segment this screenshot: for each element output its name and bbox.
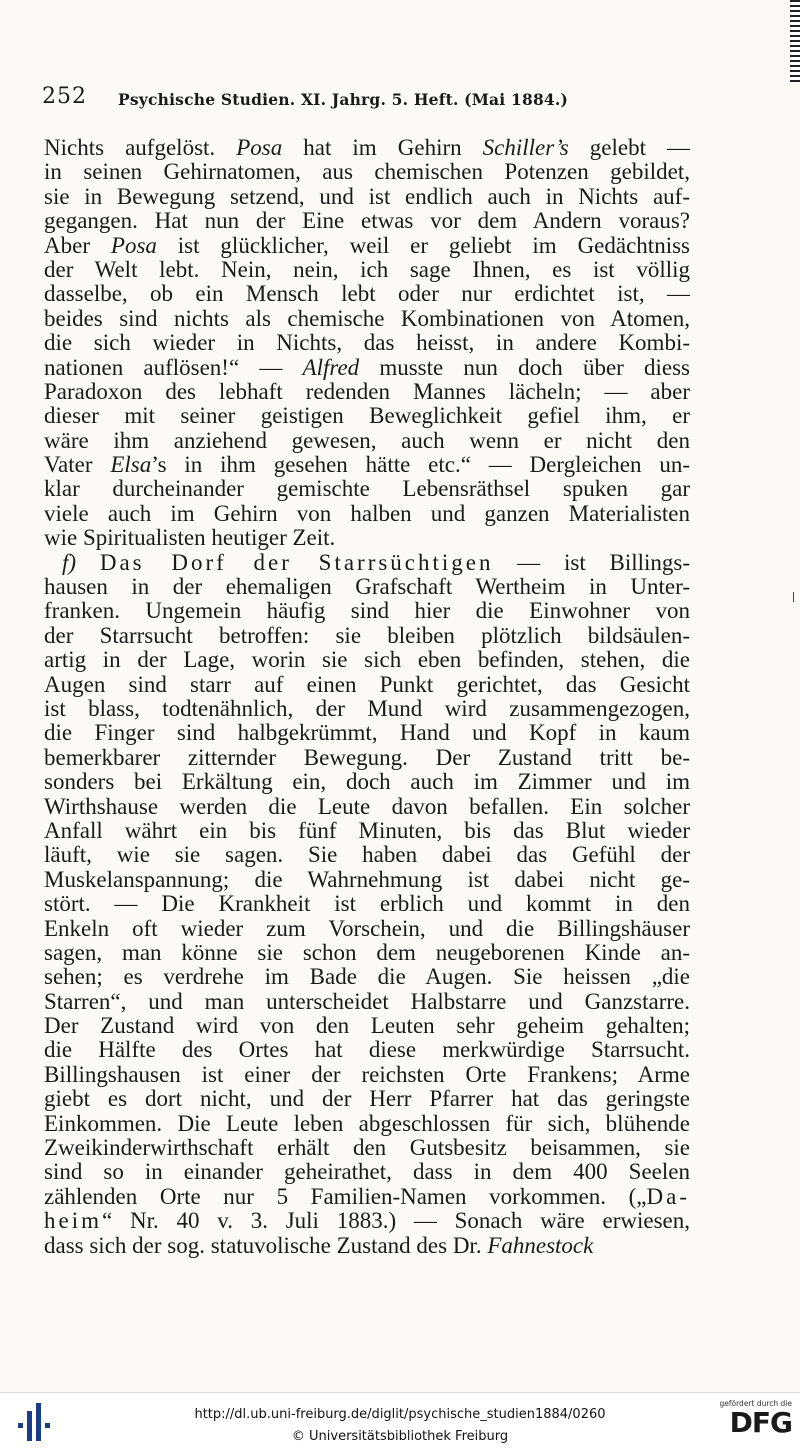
text-line	[44, 1136, 690, 1160]
text-segment: hausen in der ehemaligen Grafschaft Wertheim in Unter-	[44, 574, 690, 600]
text-segment: heim	[44, 1208, 102, 1234]
text-line	[44, 234, 690, 258]
text-line	[44, 599, 690, 623]
text-line	[44, 648, 690, 672]
text-line	[44, 307, 690, 331]
text-segment: Wirthshause werden die Leute davon befallen. Ein solcher	[44, 793, 690, 819]
text-segment: artig in der Lage, worin sie sich eben befinden, stehen, die	[44, 647, 690, 673]
text-segment: “ Nr. 40 v. 3. Juli 1883.) — Sonach wäre erwiesen,	[102, 1208, 690, 1234]
text-segment: in seinen Gehirnatomen, aus chemischen Potenzen gebildet,	[44, 159, 690, 185]
text-segment: sagen, man könne sie schon dem neugeborenen Kinde an-	[44, 939, 690, 965]
text-segment: — ist Billings-	[493, 549, 691, 575]
text-segment: Vater	[44, 452, 111, 478]
text-line	[44, 1087, 690, 1111]
text-line	[44, 1185, 690, 1209]
text-line	[44, 575, 690, 599]
text-segment: stört. — Die Krankheit ist erblich und kommt in den	[44, 891, 690, 917]
text-line	[44, 795, 690, 819]
body-text	[44, 136, 690, 1258]
text-line	[44, 1063, 690, 1087]
text-line	[44, 770, 690, 794]
text-line	[44, 965, 690, 989]
page-edge-tick	[793, 592, 794, 602]
text-line	[44, 1112, 690, 1136]
text-segment: musste nun doch über diess	[359, 354, 691, 380]
sponsor-tagline: gefördert durch die	[719, 1399, 792, 1408]
text-segment: giebt es dort nicht, und der Herr Pfarrer hat das geringste	[44, 1086, 690, 1112]
text-line	[44, 502, 690, 526]
text-line	[44, 1209, 690, 1233]
text-line	[44, 746, 690, 770]
text-line	[44, 819, 690, 843]
text-segment: Enkeln oft wieder zum Vorschein, und die Billingshäuser	[44, 915, 690, 941]
text-segment: Posa	[236, 135, 283, 160]
text-segment: Der Zustand wird von den Leuten sehr geheim gehalten;	[44, 1013, 690, 1039]
text-segment: gegangen. Hat nun der Eine etwas vor dem Andern voraus?	[44, 208, 690, 234]
text-line	[44, 917, 690, 941]
text-segment: Paradoxon des lebhaft redenden Mannes lächeln; — aber	[44, 378, 690, 404]
text-segment: Aber	[44, 232, 111, 258]
text-line	[44, 453, 690, 477]
text-segment: Fahnestock	[487, 1232, 594, 1258]
text-segment: Das Dorf der Starrsüchtigen	[99, 549, 494, 575]
text-segment: dass sich der sog. statuvolische Zustand des Dr.	[44, 1232, 488, 1258]
text-line	[44, 209, 690, 233]
text-segment: bemerkbarer zitternder Bewegung. Der Zustand tritt be-	[44, 744, 690, 770]
text-segment: die sich wieder in Nichts, das heisst, in andere Kombi-	[44, 330, 690, 356]
text-segment: nationen auflösen!“ —	[44, 354, 303, 380]
text-segment: dasselbe, ob ein Mensch lebt oder nur erdichtet ist, —	[44, 281, 690, 307]
text-line	[44, 429, 690, 453]
text-segment: die Hälfte des Ortes hat diese merkwürdige Starrsucht.	[44, 1037, 690, 1063]
text-segment: Augen sind starr auf einen Punkt gerichtet, das Gesicht	[44, 671, 690, 697]
text-segment: sonders bei Erkältung ein, doch auch im Zimmer und im	[44, 769, 690, 795]
text-segment: sind so in einander geheirathet, dass in dem 400 Seelen	[44, 1159, 690, 1185]
page-number: 252	[42, 84, 87, 109]
running-head: Psychische Studien. XI. Jahrg. 5. Heft. (Mai 1884.)	[118, 90, 569, 109]
text-segment: läuft, wie sie sagen. Sie haben dabei das Gefühl der	[44, 842, 690, 868]
text-segment: Zweikinderwirthschaft erhält den Gutsbesitz beisammen, sie	[44, 1135, 690, 1161]
text-line	[44, 185, 690, 209]
text-line	[44, 331, 690, 355]
text-line	[44, 697, 690, 721]
text-line	[44, 892, 690, 916]
text-line	[44, 868, 690, 892]
dfg-sponsor-logo	[702, 1399, 792, 1445]
text-segment: der Welt lebt. Nein, nein, ich sage Ihnen, es ist völlig	[44, 256, 690, 282]
text-segment: Posa	[110, 232, 157, 258]
text-segment: Alfred	[302, 354, 360, 380]
text-line	[44, 404, 690, 428]
text-segment: wäre ihm anziehend gewesen, auch wenn er nicht den	[44, 427, 690, 453]
text-line	[44, 380, 690, 404]
text-segment: der Starrsucht betroffen: sie bleiben plötzlich bildsäulen-	[44, 622, 690, 648]
text-segment: Elsa	[110, 452, 152, 478]
text-segment: die Finger sind halbgekrümmt, Hand und Kopf in kaum	[44, 720, 690, 746]
text-segment: ’s in ihm gesehen hätte etc.“ — Dergleichen un-	[151, 452, 690, 478]
text-segment: Da-	[646, 1183, 690, 1209]
text-segment	[76, 550, 100, 575]
text-line	[44, 1234, 690, 1258]
source-url-link[interactable]: http://dl.ub.uni-freiburg.de/diglit/psychische_studien1884/0260	[194, 1407, 606, 1422]
text-segment: f)	[62, 549, 77, 575]
text-segment: wie Spiritualisten heutiger Zeit.	[44, 525, 336, 551]
text-segment: sehen; es verdrehe im Bade die Augen. Sie heissen „die	[44, 964, 690, 990]
text-segment: Billingshausen ist einer der reichsten Orte Frankens; Arme	[44, 1061, 690, 1087]
text-line	[44, 624, 690, 648]
text-segment: ist glücklicher, weil er geliebt im Gedächtniss	[156, 232, 690, 258]
text-segment: ist blass, todtenähnlich, der Mund wird zusammengezogen,	[44, 695, 690, 721]
text-segment: gelebt —	[568, 135, 691, 160]
text-line	[44, 526, 690, 550]
text-line	[44, 551, 690, 575]
text-line	[44, 258, 690, 282]
text-line	[44, 282, 690, 306]
text-line	[44, 477, 690, 501]
text-line	[44, 721, 690, 745]
text-segment: zählenden Orte nur 5 Familien-Namen vorkommen. („	[44, 1183, 647, 1209]
text-line	[44, 1014, 690, 1038]
copyright-notice: © Universitätsbibliothek Freiburg	[291, 1429, 509, 1444]
text-segment: klar durcheinander gemischte Lebensräthsel spuken gar	[44, 476, 690, 502]
text-line	[44, 843, 690, 867]
text-segment: beides sind nichts als chemische Kombinationen von Atomen,	[44, 305, 690, 331]
dfg-logo-text: DFG	[729, 1406, 792, 1439]
text-segment: viele auch im Gehirn von halben und ganzen Materialisten	[44, 500, 690, 526]
text-line	[44, 160, 690, 184]
page-header	[42, 84, 702, 116]
text-line	[44, 673, 690, 697]
text-segment: dieser mit seiner geistigen Beweglichkeit gefiel ihm, er	[44, 403, 690, 429]
text-segment: Nichts aufgelöst.	[44, 135, 237, 160]
text-segment: Muskelanspannung; die Wahrnehmung ist dabei nicht ge-	[44, 866, 690, 892]
text-segment: Einkommen. Die Leute leben abgeschlossen für sich, blühende	[44, 1110, 690, 1136]
text-line	[44, 1160, 690, 1184]
text-line	[44, 136, 690, 160]
text-line	[44, 356, 690, 380]
text-line	[44, 1038, 690, 1062]
text-segment: sie in Bewegung setzend, und ist endlich auch in Nichts auf-	[44, 183, 690, 209]
text-segment: hat im Gehirn	[282, 135, 483, 160]
text-line	[44, 941, 690, 965]
text-segment: Starren“, und man unterscheidet Halbstarre und Ganzstarre.	[44, 988, 690, 1014]
text-segment: franken. Ungemein häufig sind hier die Einwohner von	[44, 598, 690, 624]
text-segment: Anfall währt ein bis fünf Minuten, bis das Blut wieder	[44, 817, 690, 843]
footer-bar	[0, 1392, 800, 1452]
text-line	[44, 990, 690, 1014]
text-segment: Schiller’s	[482, 135, 569, 160]
page-edge-scan-marks	[790, 0, 800, 82]
